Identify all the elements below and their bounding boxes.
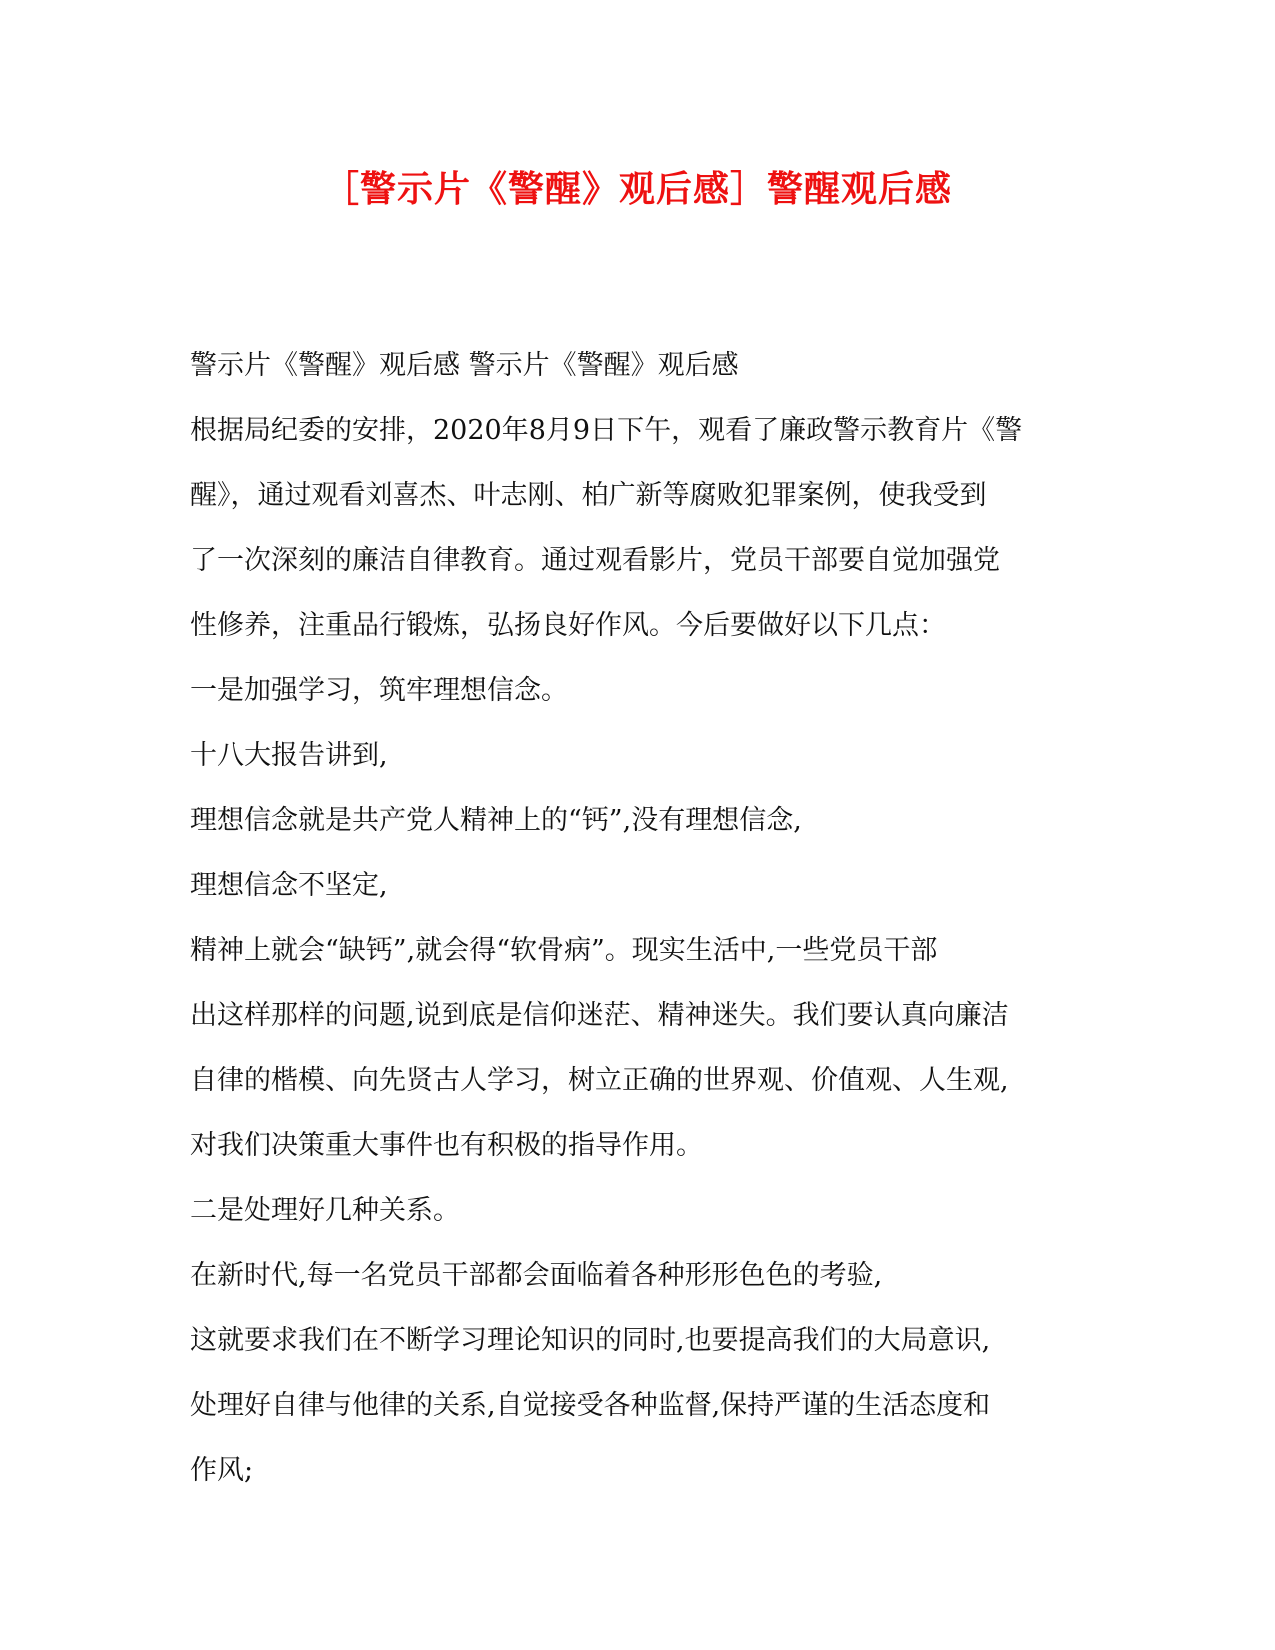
body-line-12: 自律的楷模、向先贤古人学习，树立正确的世界观、价值观、人生观, <box>190 1065 1009 1096</box>
body-line-1: 警示片《警醒》观后感 警示片《警醒》观后感 <box>190 350 739 381</box>
body-line-16: 这就要求我们在不断学习理论知识的同时,也要提高我们的大局意识, <box>190 1325 991 1356</box>
body-line-10: 精神上就会“缺钙”,就会得“软骨病”。现实生活中,一些党员干部 <box>190 935 938 966</box>
body-line-6: 一是加强学习，筑牢理想信念。 <box>190 675 568 706</box>
document-body <box>190 346 1090 1516</box>
body-line-9: 理想信念不坚定, <box>190 870 388 901</box>
body-line-17: 处理好自律与他律的关系,自觉接受各种监督,保持严谨的生活态度和 <box>190 1390 991 1421</box>
document-title: ［警示片《警醒》观后感］警醒观后感 <box>322 169 952 210</box>
body-line-15: 在新时代,每一名党员干部都会面临着各种形形色色的考验, <box>190 1260 883 1291</box>
body-line-8: 理想信念就是共产党人精神上的“钙”,没有理想信念, <box>190 805 802 836</box>
body-line-7: 十八大报告讲到, <box>190 740 388 771</box>
body-line-2: 根据局纪委的安排，2020年8月9日下午，观看了廉政警示教育片《警 <box>190 415 1023 446</box>
body-line-14: 二是处理好几种关系。 <box>190 1195 460 1226</box>
body-line-5: 性修养，注重品行锻炼，弘扬良好作风。今后要做好以下几点： <box>190 610 946 641</box>
body-line-13: 对我们决策重大事件也有积极的指导作用。 <box>190 1130 703 1161</box>
body-line-3: 醒》，通过观看刘喜杰、叶志刚、柏广新等腐败犯罪案例，使我受到 <box>190 480 987 511</box>
body-line-11: 出这样那样的问题,说到底是信仰迷茫、精神迷失。我们要认真向廉洁 <box>190 1000 1009 1031</box>
body-line-4: 了一次深刻的廉洁自律教育。通过观看影片，党员干部要自觉加强党 <box>190 545 1000 576</box>
body-line-18: 作风; <box>190 1455 254 1486</box>
